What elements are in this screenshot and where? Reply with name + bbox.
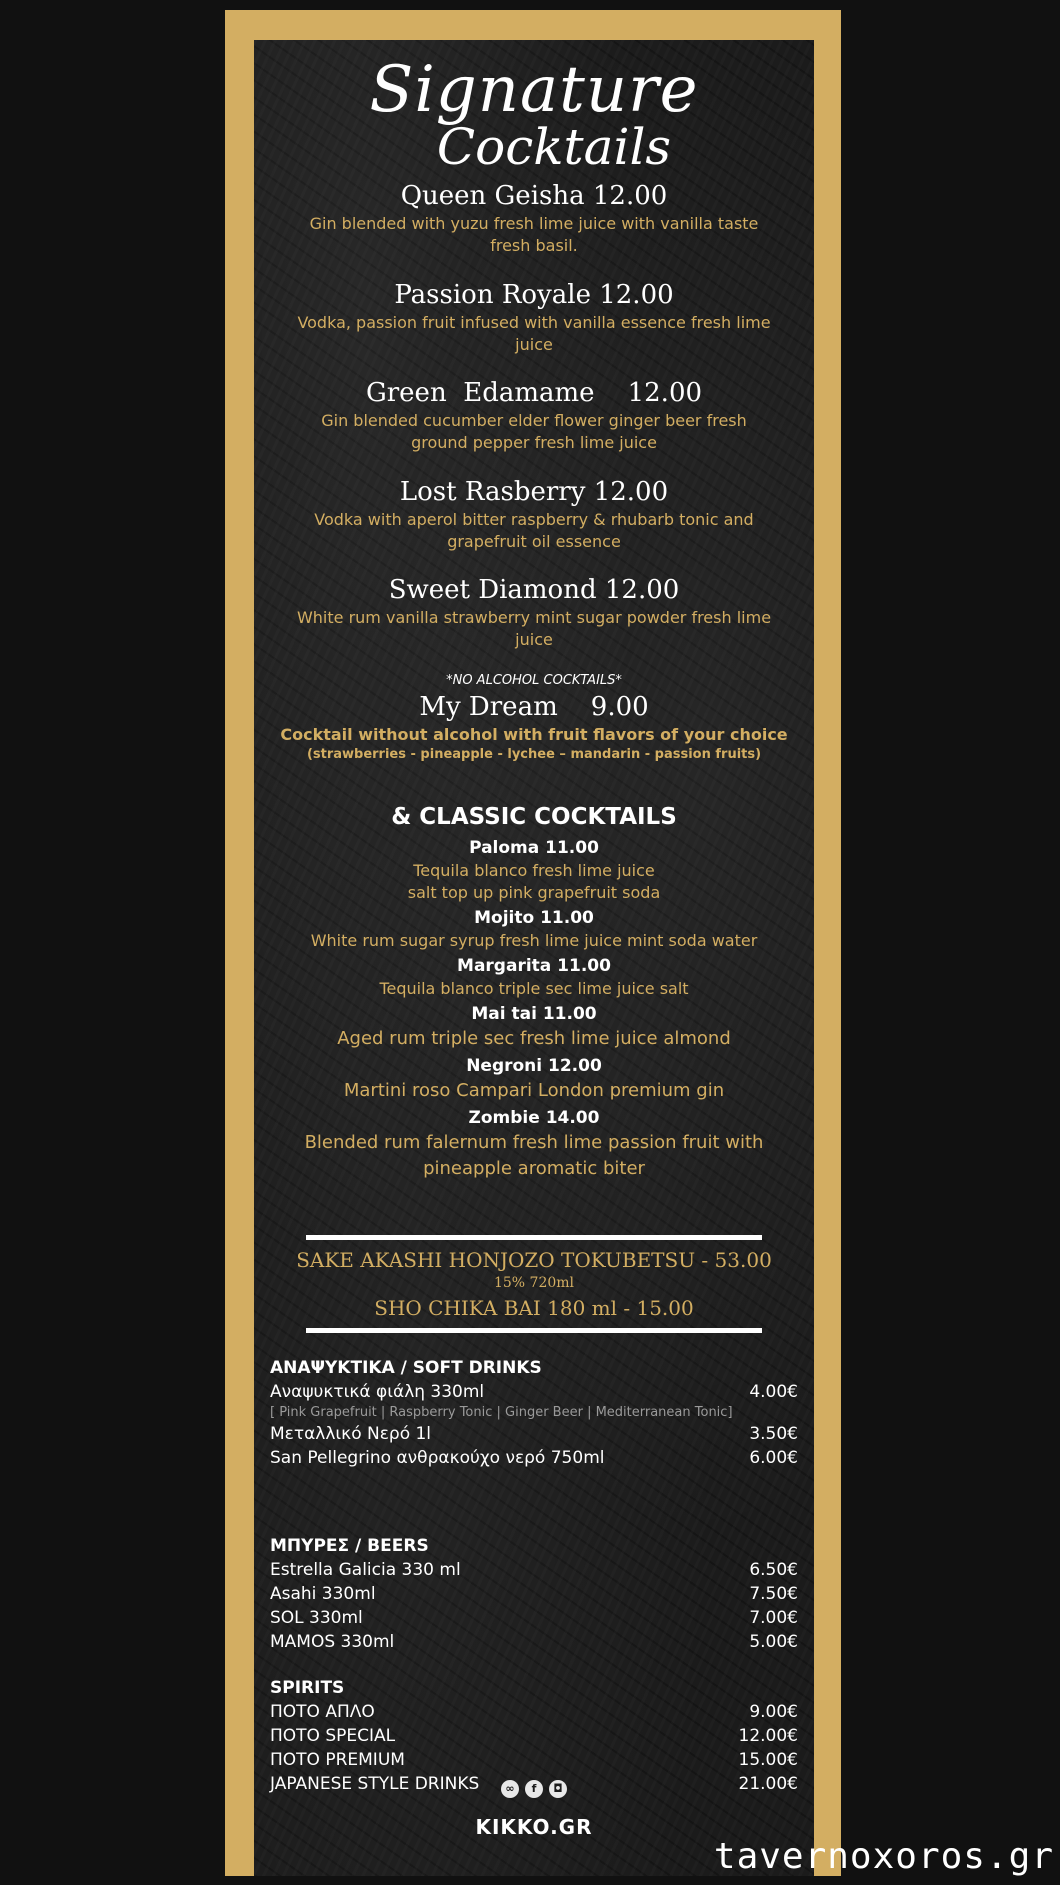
cocktail-desc: Cocktail without alcohol with fruit flavors of your choice <box>280 725 788 744</box>
cocktail-desc: ground pepper fresh lime juice <box>411 433 657 452</box>
no-alcohol-section <box>274 672 794 764</box>
sake-akashi: SAKE AKASHI HONJOZO TOKUBETSU - 53.00 <box>296 1248 772 1272</box>
list-item <box>270 1582 798 1606</box>
classic-item <box>274 1054 794 1104</box>
menu-title <box>254 48 814 188</box>
list-item <box>270 1446 798 1470</box>
soft-drinks-section <box>270 1356 798 1470</box>
cocktail-name: Sweet Diamond 12.00 <box>388 575 680 605</box>
title-cocktails: Cocktails <box>436 118 672 176</box>
classic-name: Paloma 11.00 <box>469 838 599 858</box>
cocktail-desc: grapefruit oil essence <box>447 532 621 551</box>
classic-name: Negroni 12.00 <box>466 1056 602 1076</box>
classic-item <box>274 906 794 952</box>
item-price: 6.00€ <box>749 1448 798 1468</box>
item-price: 6.50€ <box>749 1560 798 1580</box>
item-name: Asahi 330ml <box>270 1584 376 1604</box>
item-name: Μεταλλικό Νερό 1l <box>270 1424 432 1444</box>
classic-desc: Blended rum falernum fresh lime passion fruit with <box>304 1132 764 1153</box>
classic-name: Zombie 14.00 <box>468 1108 600 1128</box>
item-name: JAPANESE STYLE DRINKS <box>270 1774 480 1794</box>
list-item <box>270 1380 798 1404</box>
list-item <box>270 1630 798 1654</box>
soft-drinks-heading: ΑΝΑΨΥΚΤΙΚΑ / SOFT DRINKS <box>270 1358 542 1378</box>
list-item <box>270 1700 798 1724</box>
cocktail-desc: White rum vanilla strawberry mint sugar powder fresh lime <box>296 608 772 627</box>
cocktail-item <box>274 573 794 651</box>
cocktail-name: Lost Rasberry 12.00 <box>399 477 669 507</box>
divider-top <box>306 1235 762 1240</box>
website-link[interactable]: KIKKO.GR <box>475 1815 593 1839</box>
list-item <box>270 1558 798 1582</box>
classic-desc: Aged rum triple sec fresh lime juice almond <box>337 1028 731 1049</box>
classic-name: Mojito 11.00 <box>474 908 594 928</box>
item-price: 4.00€ <box>749 1382 798 1402</box>
list-item <box>270 1748 798 1772</box>
sake-volume: 15% 720ml <box>493 1275 575 1291</box>
list-item <box>270 1606 798 1630</box>
classic-desc: salt top up pink grapefruit soda <box>407 883 661 902</box>
item-price: 9.00€ <box>749 1702 798 1722</box>
classic-item <box>274 836 794 904</box>
cocktail-item <box>274 475 794 553</box>
list-item <box>270 1422 798 1446</box>
beers-heading: ΜΠΥΡΕΣ / BEERS <box>270 1536 429 1556</box>
cocktail-desc: Vodka, passion fruit infused with vanilla essence fresh lime <box>297 313 771 332</box>
instagram-icon[interactable]: ◘ <box>549 1780 567 1798</box>
item-price: 21.00€ <box>738 1774 798 1794</box>
item-price: 7.00€ <box>749 1608 798 1628</box>
item-price: 5.00€ <box>749 1632 798 1652</box>
cocktail-name: My Dream 9.00 <box>419 692 649 722</box>
classic-desc: Martini roso Campari London premium gin <box>343 1080 725 1101</box>
facebook-icon[interactable]: f <box>525 1780 543 1798</box>
cocktail-desc: Gin blended with yuzu fresh lime juice with vanilla taste <box>309 214 759 233</box>
tripadvisor-icon[interactable]: ∞ <box>501 1780 519 1798</box>
no-alcohol-label: *NO ALCOHOL COCKTAILS* <box>446 673 622 688</box>
classic-item <box>274 954 794 1000</box>
item-name: Αναψυκτικά φιάλη 330ml <box>270 1382 485 1402</box>
classic-item <box>274 1002 794 1052</box>
item-name: SOL 330ml <box>270 1608 363 1628</box>
classic-name: Margarita 11.00 <box>457 956 611 976</box>
classic-name: Mai tai 11.00 <box>471 1004 597 1024</box>
cocktail-item <box>274 278 794 356</box>
item-price: 12.00€ <box>738 1726 798 1746</box>
item-name: ΠΟΤΟ ΑΠΛΟ <box>270 1702 375 1722</box>
cocktail-name: Queen Geisha 12.00 <box>400 181 668 211</box>
list-item <box>270 1724 798 1748</box>
title-signature: Signature <box>369 53 699 127</box>
item-name: ΠΟΤΟ PREMIUM <box>270 1750 405 1770</box>
classic-desc: Tequila blanco triple sec lime juice salt <box>379 979 689 998</box>
cocktail-flavors: (strawberries - pineapple - lychee – mandarin - passion fruits) <box>306 747 762 762</box>
classic-desc: pineapple aromatic biter <box>423 1158 645 1179</box>
spirits-heading: SPIRITS <box>270 1678 345 1698</box>
item-price: 3.50€ <box>749 1424 798 1444</box>
item-name: MAMOS 330ml <box>270 1632 395 1652</box>
soft-drinks-flavors: [ Pink Grapefruit | Raspberry Tonic | Ginger Beer | Mediterranean Tonic] <box>270 1405 733 1420</box>
menu-panel <box>254 40 814 1876</box>
item-name: ΠΟΤΟ SPECIAL <box>270 1726 396 1746</box>
spirits-section <box>270 1676 798 1796</box>
item-price: 7.50€ <box>749 1584 798 1604</box>
cocktail-name: Green Edamame 12.00 <box>365 378 703 408</box>
item-price: 15.00€ <box>738 1750 798 1770</box>
cocktail-item <box>274 376 794 454</box>
cocktail-desc: fresh basil. <box>490 236 578 255</box>
beers-section <box>270 1534 798 1654</box>
classic-item <box>274 1106 794 1182</box>
social-icons <box>254 1780 814 1798</box>
cocktail-desc: Vodka with aperol bitter raspberry & rhubarb tonic and <box>314 510 754 529</box>
item-name: Estrella Galicia 330 ml <box>270 1560 461 1580</box>
cocktail-desc: juice <box>515 630 553 649</box>
classic-cocktails-heading: & CLASSIC COCKTAILS <box>391 804 677 830</box>
divider-bottom <box>306 1328 762 1333</box>
item-name: San Pellegrino ανθρακούχο νερό 750ml <box>270 1448 605 1468</box>
cocktail-item <box>274 179 794 257</box>
cocktail-desc: Gin blended cucumber elder flower ginger beer fresh <box>321 411 747 430</box>
sake-sho-chika-bai: SHO CHIKA BAI 180 ml - 15.00 <box>374 1296 694 1320</box>
cocktail-desc: juice <box>515 335 553 354</box>
watermark: tavernoxoros.gr <box>713 1836 1054 1877</box>
classic-desc: Tequila blanco fresh lime juice <box>413 861 655 880</box>
classic-desc: White rum sugar syrup fresh lime juice mint soda water <box>310 931 758 950</box>
cocktail-name: Passion Royale 12.00 <box>394 280 674 310</box>
